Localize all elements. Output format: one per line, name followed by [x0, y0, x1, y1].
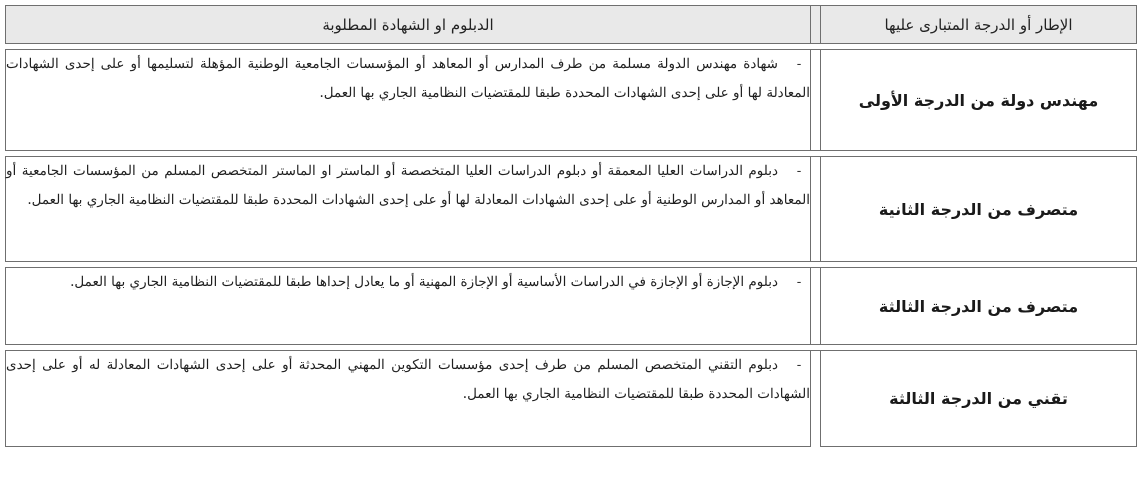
diploma-text: دبلوم الإجازة أو الإجازة في الدراسات الأساسية أو الإجازة المهنية أو ما يعادل إحداها طبقا للمقتضيات النظامية الجاري بها العمل.: [70, 274, 778, 290]
grade-cell: تقني من الدرجة الثالثة: [821, 351, 1137, 447]
grade-column-header: الإطار أو الدرجة المتبارى عليها: [821, 6, 1137, 44]
table-row: [6, 157, 1137, 262]
table-header-row: [6, 6, 1137, 44]
grade-cell: متصرف من الدرجة الثالثة: [821, 268, 1137, 345]
bullet-dash: -: [796, 274, 802, 290]
column-gap: [811, 6, 821, 44]
diploma-cell: [6, 268, 811, 345]
column-gap: [811, 268, 821, 345]
table-row: [6, 50, 1137, 151]
diploma-cell: [6, 157, 811, 262]
table-row: [6, 351, 1137, 447]
grades-table: [5, 5, 1137, 447]
bullet-dash: -: [796, 56, 802, 72]
diploma-text: شهادة مهندس الدولة مسلمة من طرف المدارس أو المعاهد أو المؤسسات الجامعية الوطنية المؤهلة لتسليمها أو على إحدى الشهادات المعادلة لها أو على إحدى الشهادات المحددة طبقا للمقتضيات النظامية الجاري بها العمل.: [6, 56, 810, 101]
diploma-text: دبلوم الدراسات العليا المعمقة أو دبلوم الدراسات العليا المتخصصة أو الماستر او الماستر المتخصص المسلم من المؤسسات الجامعية أو المعاهد أو المدارس الوطنية أو على إحدى الشهادات المعادلة لها أو على إحدى الشهادات المحددة طبقا للمقتضيات النظامية الجاري بها العمل.: [6, 163, 810, 208]
grade-cell: متصرف من الدرجة الثانية: [821, 157, 1137, 262]
diploma-text: دبلوم التقني المتخصص المسلم من طرف إحدى مؤسسات التكوين المهني المحدثة أو على إحدى الشهادات المعادلة له أو على إحدى الشهادات المحددة طبقا للمقتضيات النظامية الجاري بها العمل.: [6, 357, 810, 402]
diploma-cell: [6, 351, 811, 447]
bullet-dash: -: [796, 357, 802, 373]
diploma-column-header: الدبلوم او الشهادة المطلوبة: [6, 6, 811, 44]
column-gap: [811, 351, 821, 447]
table-row: [6, 268, 1137, 345]
column-gap: [811, 157, 821, 262]
column-gap: [811, 50, 821, 151]
diploma-cell: [6, 50, 811, 151]
grade-cell: مهندس دولة من الدرجة الأولى: [821, 50, 1137, 151]
bullet-dash: -: [796, 163, 802, 179]
